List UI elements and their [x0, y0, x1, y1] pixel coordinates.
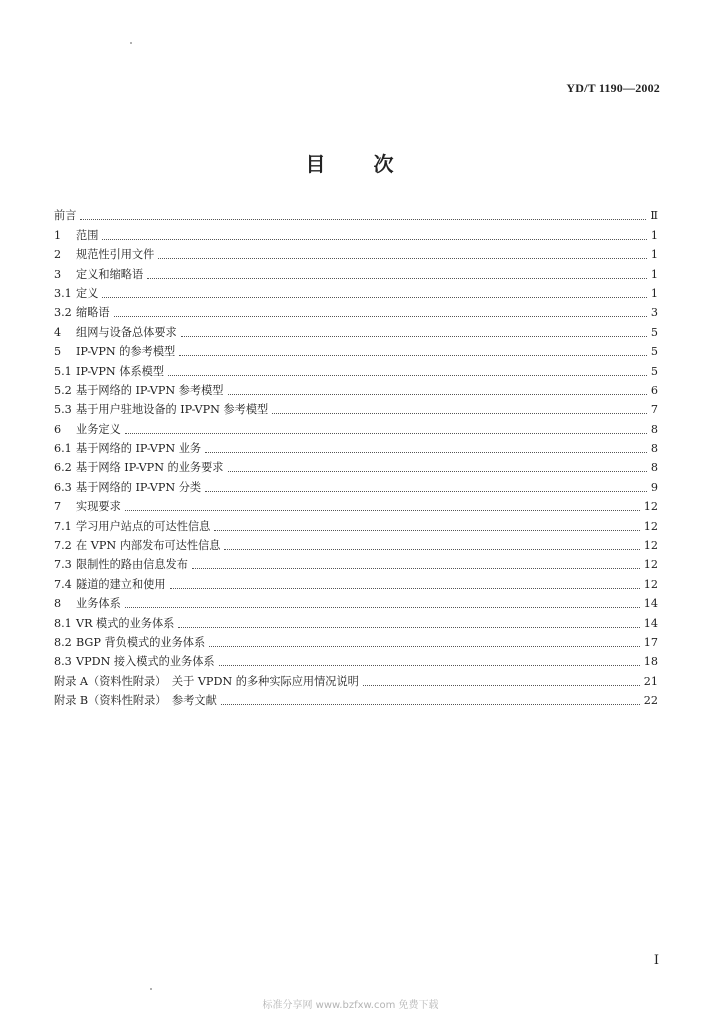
- standard-code: YD/T 1190—2002: [566, 81, 660, 95]
- toc-entry-page: 12: [643, 500, 658, 514]
- toc-entry-number: 6.1: [54, 442, 72, 456]
- toc-entry-number: 1: [54, 228, 62, 242]
- toc-entry-page: 1: [650, 267, 658, 281]
- toc-dot-leader: [224, 549, 639, 550]
- toc-entry-label: VPDN 接入模式的业务体系: [76, 655, 215, 669]
- toc-dot-leader: [219, 665, 640, 666]
- toc-entry-page: Ⅱ: [650, 209, 658, 223]
- toc-entry-number: 8.1: [54, 616, 72, 630]
- title-char-1: 目: [305, 152, 328, 176]
- toc-entry: [54, 417, 658, 436]
- toc-entry-page: 17: [643, 635, 658, 649]
- toc-entry-page: 3: [650, 306, 658, 320]
- toc-entry: [54, 631, 658, 650]
- toc-entry: [54, 495, 658, 514]
- toc-entry-page: 1: [650, 248, 658, 262]
- toc-entry-number: 8.3: [54, 655, 72, 669]
- toc-entry-number: 5.2: [54, 383, 72, 397]
- toc-dot-leader: [179, 355, 647, 356]
- toc-dot-leader: [209, 646, 640, 647]
- toc-dot-leader: [221, 704, 640, 705]
- toc-entry-label: 隧道的建立和使用: [76, 577, 166, 591]
- toc-entry: [54, 243, 658, 262]
- toc-entry: [54, 204, 658, 223]
- toc-entry: [54, 379, 658, 398]
- toc-entry-page: 12: [643, 558, 658, 572]
- toc-entry-label: VR 模式的业务体系: [76, 616, 175, 630]
- toc-entry-label: 缩略语: [76, 306, 110, 320]
- toc-dot-leader: [192, 568, 640, 569]
- toc-entry-label: 业务体系: [76, 597, 121, 611]
- toc-entry-label: 定义和缩略语: [76, 267, 144, 281]
- toc-entry-page: 5: [650, 345, 658, 359]
- toc-entry-label: BGP 背负模式的业务体系: [76, 635, 206, 649]
- toc-entry: [54, 340, 658, 359]
- toc-entry-page: 14: [643, 597, 658, 611]
- toc-dot-leader: [214, 530, 639, 531]
- toc-entry: [54, 689, 658, 708]
- toc-entry: [54, 456, 658, 475]
- toc-entry-page: 21: [643, 674, 658, 688]
- toc-entry-page: 6: [650, 383, 658, 397]
- toc-entry-label: 基于网络 IP-VPN 的业务要求: [76, 461, 224, 475]
- toc-entry-number: 2: [54, 248, 62, 262]
- toc-dot-leader: [205, 491, 647, 492]
- toc-entry-label: 基于网络的 IP-VPN 参考模型: [76, 383, 224, 397]
- toc-dot-leader: [125, 607, 640, 608]
- toc-entry: [54, 514, 658, 533]
- toc-dot-leader: [181, 336, 647, 337]
- toc-entry-number: 6.3: [54, 480, 72, 494]
- toc-dot-leader: [170, 588, 640, 589]
- toc-entry: [54, 572, 658, 591]
- toc-entry-label: 业务定义: [76, 422, 121, 436]
- toc-entry-number: 4: [54, 325, 62, 339]
- toc-entry-label: 范围: [76, 228, 99, 242]
- toc-dot-leader: [114, 316, 647, 317]
- toc-entry-label: 学习用户站点的可达性信息: [76, 519, 211, 533]
- toc-dot-leader: [158, 258, 647, 259]
- toc-entry-label: 附录 A（资料性附录） 关于 VPDN 的多种实际应用情况说明: [54, 674, 359, 688]
- toc-entry-label: IP-VPN 的参考模型: [76, 345, 176, 359]
- toc-entry-page: 5: [650, 325, 658, 339]
- toc-entry-page: 22: [643, 694, 658, 708]
- scan-speck: [150, 988, 152, 990]
- toc-entry-label: 前言: [54, 209, 77, 223]
- toc-entry-number: 5.3: [54, 403, 72, 417]
- toc-entry-label: 定义: [76, 286, 99, 300]
- toc-entry: [54, 534, 658, 553]
- toc-entry-number: 8: [54, 597, 62, 611]
- toc-entry-label: 基于网络的 IP-VPN 业务: [76, 442, 202, 456]
- toc-entry-page: 5: [650, 364, 658, 378]
- toc-dot-leader: [168, 375, 647, 376]
- toc-entry-number: 3.2: [54, 306, 72, 320]
- toc-dot-leader: [125, 433, 647, 434]
- toc-entry: [54, 301, 658, 320]
- toc-entry-number: 7.4: [54, 577, 72, 591]
- toc-entry-page: 1: [650, 286, 658, 300]
- page-number: I: [653, 953, 659, 968]
- toc-entry-page: 12: [643, 577, 658, 591]
- toc-entry: [54, 223, 658, 242]
- toc-entry-label: 规范性引用文件: [76, 248, 155, 262]
- toc-entry: [54, 611, 658, 630]
- toc-entry-number: 7.3: [54, 558, 72, 572]
- toc-dot-leader: [205, 452, 647, 453]
- toc-entry-number: 6: [54, 422, 62, 436]
- toc-entry: [54, 553, 658, 572]
- toc-entry: [54, 475, 658, 494]
- toc-entry-page: 8: [650, 442, 658, 456]
- toc-entry-label: 在 VPN 内部发布可达性信息: [76, 539, 221, 553]
- toc-dot-leader: [102, 297, 646, 298]
- toc-entry: [54, 262, 658, 281]
- table-of-contents: [54, 204, 658, 708]
- toc-dot-leader: [147, 278, 647, 279]
- toc-entry-number: 7.1: [54, 519, 72, 533]
- title-char-2: 次: [373, 152, 396, 176]
- toc-entry: [54, 437, 658, 456]
- toc-entry-page: 8: [650, 422, 658, 436]
- scan-speck: [130, 42, 132, 44]
- toc-entry: [54, 592, 658, 611]
- toc-entry: [54, 650, 658, 669]
- toc-entry-label: 基于用户驻地设备的 IP-VPN 参考模型: [76, 403, 269, 417]
- toc-entry: [54, 282, 658, 301]
- toc-entry-page: 14: [643, 616, 658, 630]
- toc-entry-page: 12: [643, 539, 658, 553]
- toc-entry-page: 7: [650, 403, 658, 417]
- toc-entry-label: 组网与设备总体要求: [76, 325, 177, 339]
- toc-dot-leader: [363, 685, 640, 686]
- toc-entry-number: 3.1: [54, 286, 72, 300]
- toc-entry-label: 实现要求: [76, 500, 121, 514]
- toc-entry: [54, 669, 658, 688]
- toc-entry-number: 6.2: [54, 461, 72, 475]
- toc-entry-label: 限制性的路由信息发布: [76, 558, 188, 572]
- watermark-text: 标准分享网 www.bzfxw.com 免费下载: [262, 1000, 439, 1011]
- toc-entry-page: 8: [650, 461, 658, 475]
- toc-entry-number: 8.2: [54, 635, 72, 649]
- toc-dot-leader: [272, 413, 647, 414]
- toc-dot-leader: [102, 239, 646, 240]
- toc-entry-page: 18: [643, 655, 658, 669]
- toc-dot-leader: [125, 510, 640, 511]
- toc-entry-label: IP-VPN 体系模型: [76, 364, 165, 378]
- toc-entry-label: 附录 B（资料性附录） 参考文献: [54, 694, 217, 708]
- toc-entry: [54, 398, 658, 417]
- toc-entry-number: 5.1: [54, 364, 72, 378]
- toc-dot-leader: [228, 471, 647, 472]
- toc-dot-leader: [178, 627, 639, 628]
- toc-entry-number: 7: [54, 500, 62, 514]
- toc-entry-number: 5: [54, 345, 62, 359]
- toc-entry-number: 3: [54, 267, 62, 281]
- toc-entry-page: 12: [643, 519, 658, 533]
- page-title: [0, 148, 701, 177]
- toc-dot-leader: [228, 394, 647, 395]
- toc-entry-label: 基于网络的 IP-VPN 分类: [76, 480, 202, 494]
- toc-entry: [54, 320, 658, 339]
- toc-entry: [54, 359, 658, 378]
- toc-entry-page: 9: [650, 480, 658, 494]
- toc-entry-number: 7.2: [54, 539, 72, 553]
- toc-entry-page: 1: [650, 228, 658, 242]
- toc-dot-leader: [80, 219, 646, 220]
